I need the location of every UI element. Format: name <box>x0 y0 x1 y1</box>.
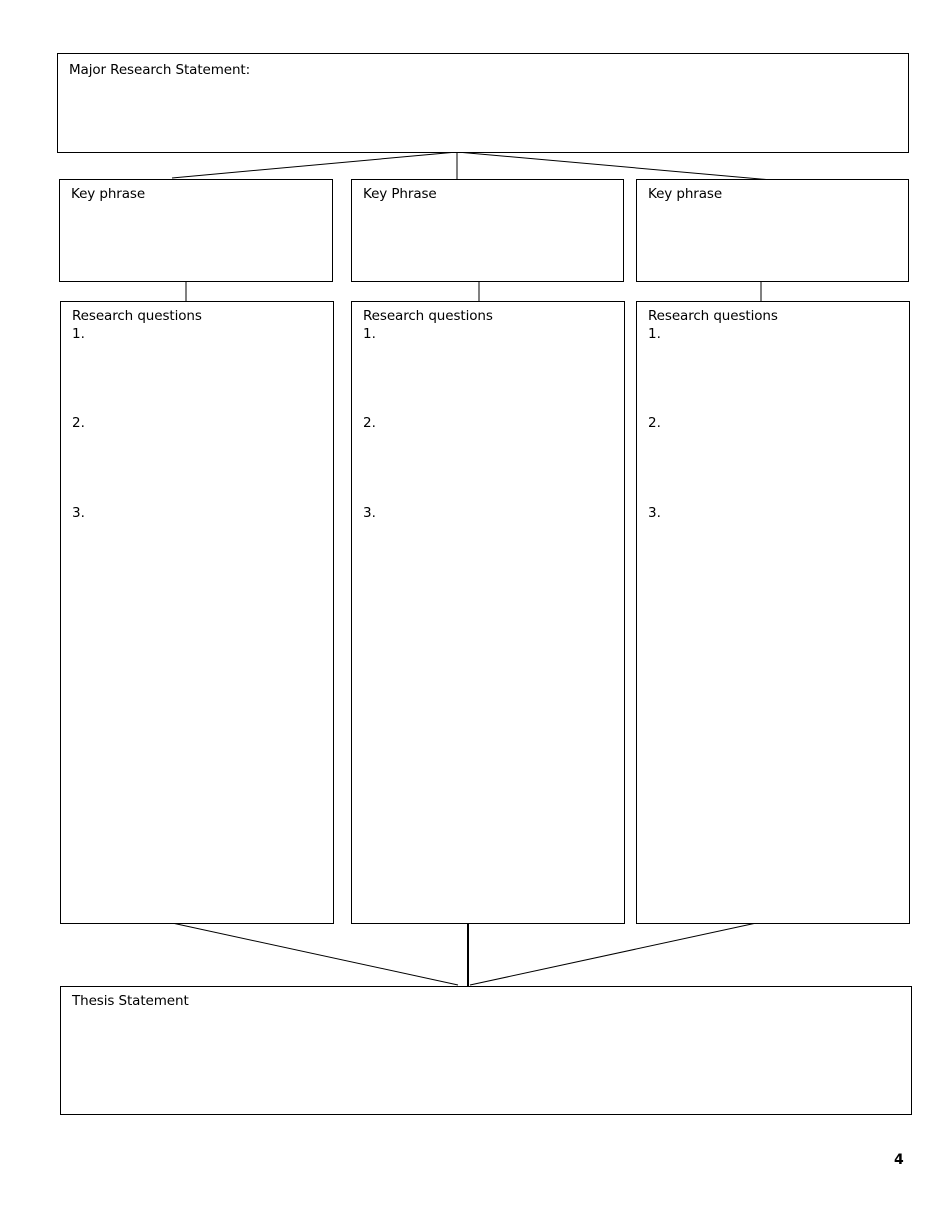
question-number-1: 1. <box>648 326 661 342</box>
key-phrase-box-2[interactable] <box>351 179 624 282</box>
major-research-statement-label: Major Research Statement: <box>69 62 251 78</box>
key-phrase-label-3: Key phrase <box>648 186 723 202</box>
key-phrase-box-1[interactable] <box>59 179 333 282</box>
question-number-1: 1. <box>363 326 376 342</box>
thesis-statement-label: Thesis Statement <box>72 993 189 1009</box>
research-questions-label-2: Research questions <box>363 308 493 324</box>
connector-rq3-to-thesis <box>470 922 761 985</box>
key-phrase-label-1: Key phrase <box>71 186 146 202</box>
research-questions-box-1[interactable] <box>60 301 334 924</box>
question-number-3: 3. <box>363 505 376 521</box>
connector-rq1-to-thesis <box>163 921 458 985</box>
question-number-2: 2. <box>72 415 85 431</box>
research-questions-box-3[interactable] <box>636 301 910 924</box>
research-questions-label-3: Research questions <box>648 308 778 324</box>
research-questions-box-2[interactable] <box>351 301 625 924</box>
question-number-3: 3. <box>72 505 85 521</box>
question-number-1: 1. <box>72 326 85 342</box>
question-number-3: 3. <box>648 505 661 521</box>
connector-major-to-kp3 <box>457 152 772 180</box>
key-phrase-label-2: Key Phrase <box>363 186 437 202</box>
question-number-2: 2. <box>648 415 661 431</box>
research-questions-label-1: Research questions <box>72 308 202 324</box>
key-phrase-box-3[interactable] <box>636 179 909 282</box>
major-research-statement-box[interactable] <box>57 53 909 153</box>
question-number-2: 2. <box>363 415 376 431</box>
page-number: 4 <box>894 1152 904 1168</box>
thesis-statement-box[interactable] <box>60 986 912 1115</box>
connector-major-to-kp1 <box>172 152 457 178</box>
